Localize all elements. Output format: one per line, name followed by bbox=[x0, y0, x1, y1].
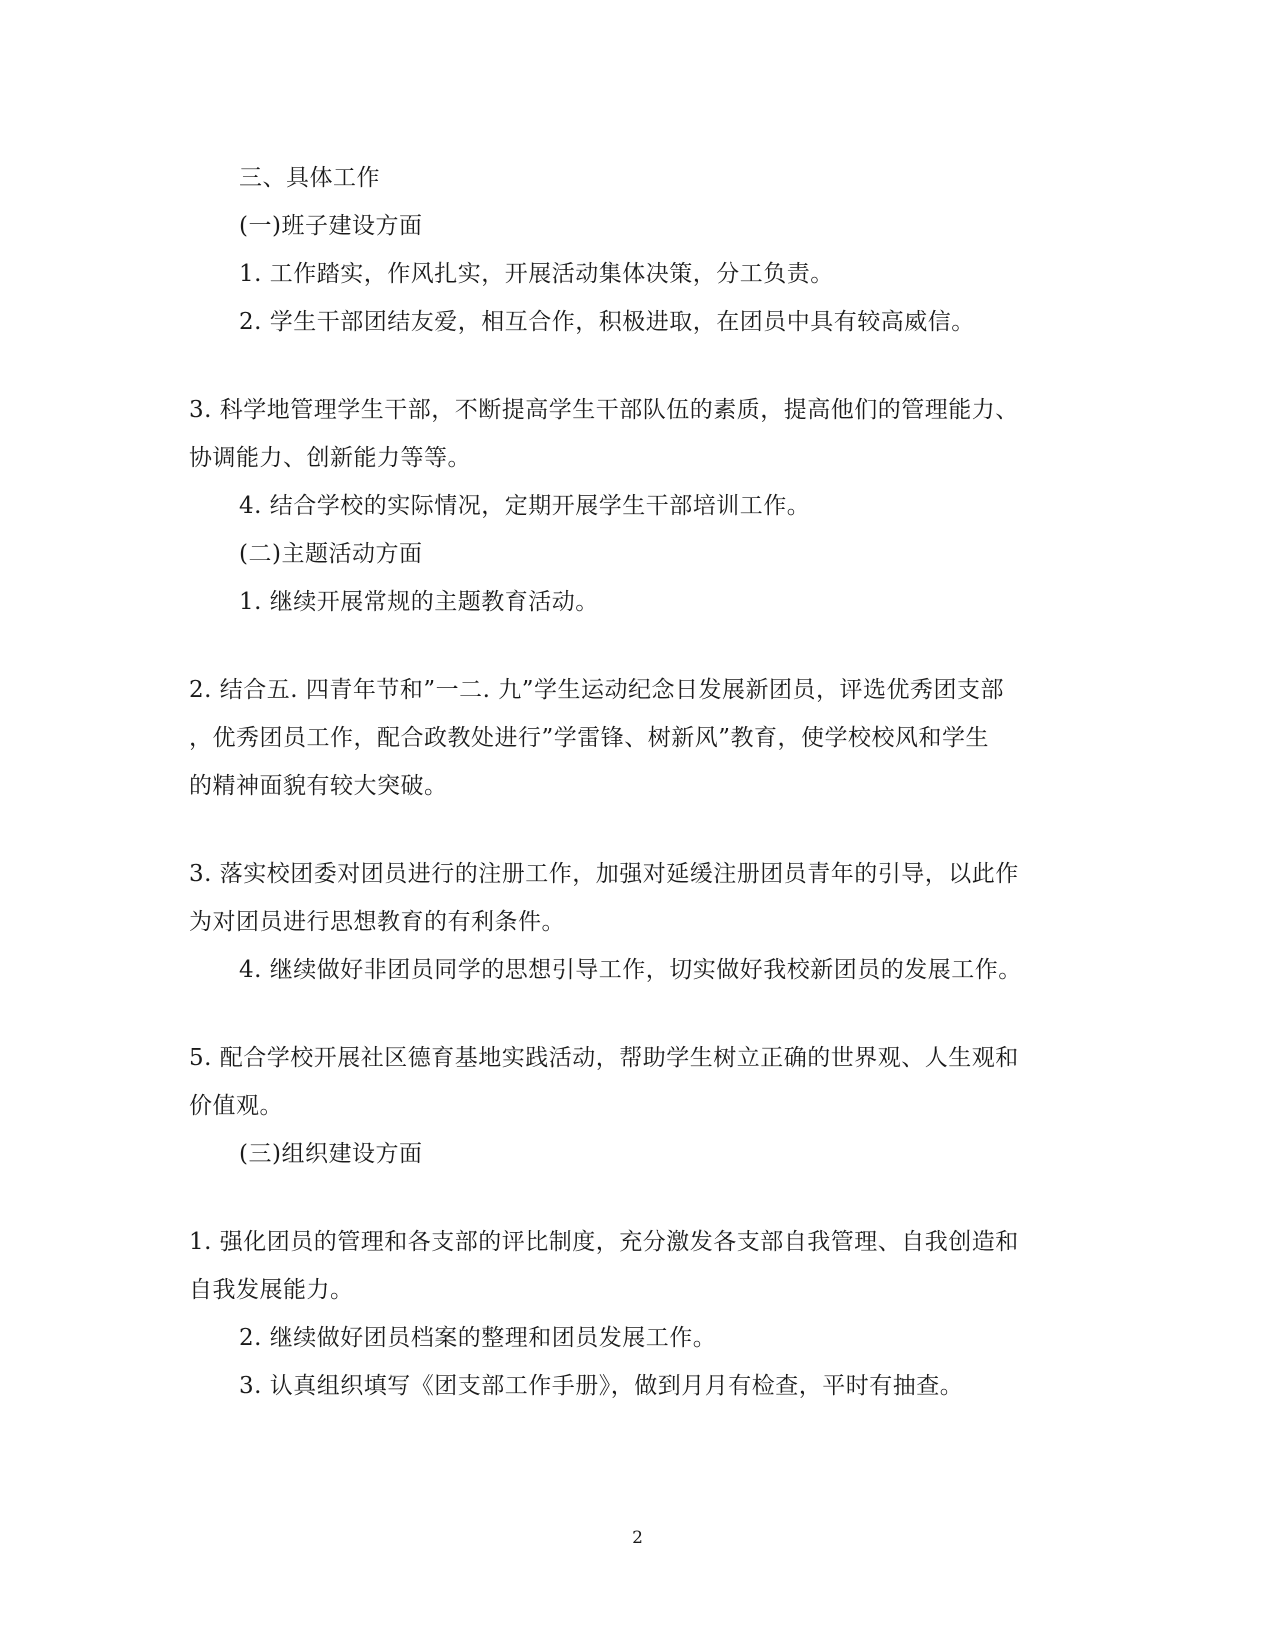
paragraph-line: 1. 工作踏实，作风扎实，开展活动集体决策，分工负责。 bbox=[239, 261, 834, 287]
paragraph-line: 3. 科学地管理学生干部，不断提高学生干部队伍的素质，提高他们的管理能力、 bbox=[189, 397, 1019, 423]
paragraph-line: 4. 结合学校的实际情况，定期开展学生干部培训工作。 bbox=[239, 493, 811, 519]
subsection-heading: (三)组织建设方面 bbox=[239, 1141, 423, 1167]
paragraph-line: ，优秀团员工作，配合政教处进行”学雷锋、树新风”教育，使学校校风和学生 bbox=[189, 725, 990, 751]
page-number: 2 bbox=[632, 1528, 643, 1548]
paragraph-line: 自我发展能力。 bbox=[189, 1277, 354, 1303]
paragraph-line: 1. 强化团员的管理和各支部的评比制度，充分激发各支部自我管理、自我创造和 bbox=[189, 1229, 1019, 1255]
paragraph-line: 2. 学生干部团结友爱，相互合作，积极进取，在团员中具有较高威信。 bbox=[239, 309, 975, 335]
subsection-heading: (二)主题活动方面 bbox=[239, 541, 423, 567]
paragraph-line: 1. 继续开展常规的主题教育活动。 bbox=[239, 589, 599, 615]
paragraph-line: 2. 继续做好团员档案的整理和团员发展工作。 bbox=[239, 1325, 717, 1351]
paragraph-line: 为对团员进行思想教育的有利条件。 bbox=[189, 909, 565, 935]
section-heading: 三、具体工作 bbox=[239, 165, 380, 191]
paragraph-line: 协调能力、创新能力等等。 bbox=[189, 445, 471, 471]
paragraph-line: 3. 认真组织填写《团支部工作手册》，做到月月有检查，平时有抽查。 bbox=[239, 1373, 964, 1399]
paragraph-line: 5. 配合学校开展社区德育基地实践活动，帮助学生树立正确的世界观、人生观和 bbox=[189, 1045, 1019, 1071]
subsection-heading: (一)班子建设方面 bbox=[239, 213, 423, 239]
paragraph-line: 价值观。 bbox=[189, 1093, 283, 1119]
paragraph-line: 的精神面貌有较大突破。 bbox=[189, 773, 448, 799]
paragraph-line: 4. 继续做好非团员同学的思想引导工作，切实做好我校新团员的发展工作。 bbox=[239, 957, 1022, 983]
paragraph-line: 3. 落实校团委对团员进行的注册工作，加强对延缓注册团员青年的引导，以此作 bbox=[189, 861, 1019, 887]
paragraph-line: 2. 结合五. 四青年节和”一二. 九”学生运动纪念日发展新团员，评选优秀团支部 bbox=[189, 677, 1005, 703]
